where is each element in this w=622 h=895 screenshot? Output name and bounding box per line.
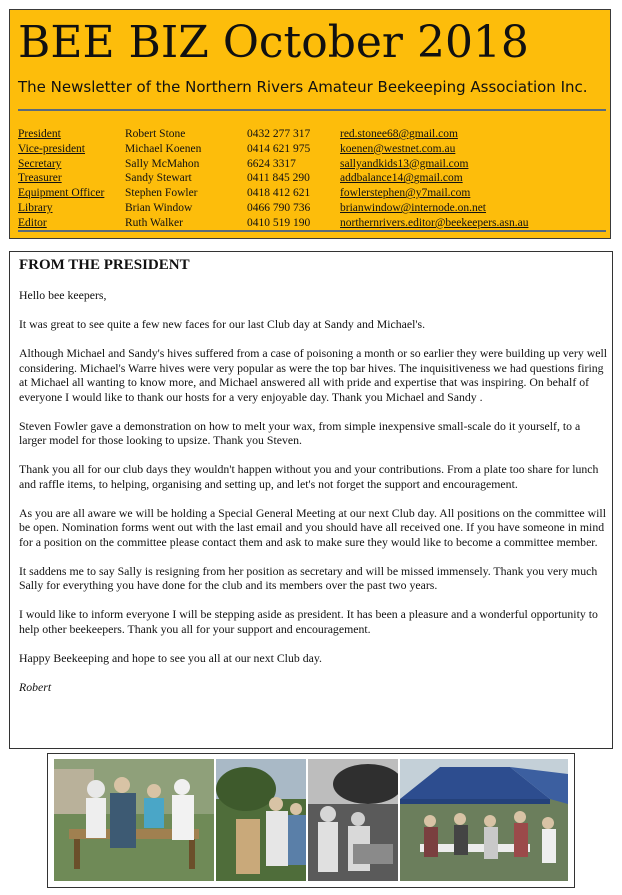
- paragraph: It saddens me to say Sally is resigning from her position as secretary and will be missed immensely. Thank you very much Sally for everything you have done for the club and its members over the past two years.: [19, 563, 598, 592]
- newsletter-header: [9, 9, 611, 239]
- paragraph: It was great to see quite a few new faces for our last Club day at Sandy and Michael's.: [19, 317, 426, 331]
- officer-name: Michael Koenen: [125, 142, 202, 155]
- paragraph: Happy Beekeeping and hope to see you all at our next Club day.: [19, 650, 322, 665]
- paragraph: Although Michael and Sandy's hives suffered from a case of poisoning a month or so earlier they were building up very well considering. Michael's Warre hives were very popular as were the top bar hives. The inquisitiveness we had questions firing at Michael all wanting to know more, and Michael answered all with pride and expertise that was inspiring. On behalf of everyone I would like to thank our hosts for a very enjoyable day. Thank you Michael and Sandy .: [19, 346, 608, 404]
- officer-phone: 0432 277 317: [247, 128, 311, 140]
- paragraph: As you are all aware we will be holding a Special General Meeting at our next Club day. All positions on the committee will be open. Nomination forms went out with the last email and you should have all received one. If you have someone in mind for a position on the committee please contact them and ask to make sure they would like to become a committee member.: [19, 505, 606, 549]
- officer-email-link[interactable]: northernrivers.editor@beekeepers.asn.au: [340, 216, 529, 229]
- officer-phone: 0414 621 975: [247, 142, 311, 155]
- officer-phone: 0418 412 621: [247, 187, 311, 200]
- club-day-photo-2: [216, 759, 306, 881]
- officer-name: Robert Stone: [125, 128, 186, 140]
- officer-list: [18, 127, 608, 231]
- officer-row: [18, 216, 608, 231]
- paragraph: Steven Fowler gave a demonstration on how to melt your wax, from simple inexpensive small-scale do it yourself, to a larger model for those looking to upsize. Thank you Steven.: [19, 418, 581, 447]
- officer-name: Sandy Stewart: [125, 172, 192, 185]
- officer-email-link[interactable]: koenen@westnet.com.au: [340, 142, 456, 155]
- officer-name: Brian Window: [125, 201, 193, 214]
- officer-email-link[interactable]: brianwindow@internode.on.net: [340, 201, 487, 214]
- officer-name: Sally McMahon: [125, 157, 200, 170]
- officer-role: Vice-president: [18, 142, 86, 155]
- officer-email-link[interactable]: sallyandkids13@gmail.com: [340, 157, 469, 170]
- header-divider-top: [18, 109, 606, 111]
- section-title: FROM THE PRESIDENT: [19, 257, 190, 273]
- header-divider-bottom: [18, 230, 606, 232]
- club-day-photo-4: [400, 759, 568, 881]
- officer-role: Equipment Officer: [18, 187, 105, 200]
- officer-role: Secretary: [18, 157, 62, 170]
- officer-role: Treasurer: [18, 172, 62, 185]
- officer-row: [18, 142, 608, 157]
- club-day-photo-1: [54, 759, 214, 881]
- officer-row: [18, 157, 608, 172]
- signature: Robert: [19, 679, 52, 694]
- newsletter-subtitle: The Newsletter of the Northern Rivers Amateur Beekeeping Association Inc.: [18, 78, 588, 96]
- officer-phone: 0410 519 190: [247, 216, 311, 229]
- officer-role: Editor: [18, 216, 47, 229]
- officer-email-link[interactable]: red.stonee68@gmail.com: [340, 128, 458, 140]
- officer-email-link[interactable]: fowlerstephen@y7mail.com: [340, 187, 471, 200]
- officer-name: Ruth Walker: [125, 216, 183, 229]
- officer-phone: 6624 3317: [247, 157, 296, 170]
- officer-row: [18, 201, 608, 216]
- officer-phone: 0411 845 290: [247, 172, 310, 185]
- paragraph: I would like to inform everyone I will be stepping aside as president. It has been a pleasure and a wonderful opportunity to help other beekeepers. Thank you all for your support and encouragement.: [19, 607, 598, 636]
- newsletter-title: BEE BIZ October 2018: [18, 17, 529, 68]
- greeting: Hello bee keepers,: [19, 288, 107, 302]
- officer-row: [18, 186, 608, 201]
- president-message-box: [9, 251, 613, 749]
- club-day-photo-3: [308, 759, 398, 881]
- message-body: [19, 288, 609, 694]
- officer-row: [18, 127, 608, 142]
- officer-name: Stephen Fowler: [125, 187, 198, 200]
- paragraph: Thank you all for our club days they wouldn't happen without you and your contributions. From a plate too share for lunch and raffle items, to helping, organising and setting up, and let's not forget the support and encouragement.: [19, 462, 599, 491]
- officer-role: President: [18, 128, 61, 140]
- officer-phone: 0466 790 736: [247, 201, 311, 214]
- officer-row: [18, 171, 608, 186]
- officer-email-link[interactable]: addbalance14@gmail.com: [340, 172, 463, 185]
- officer-role: Library: [18, 201, 53, 214]
- photo-collage: [47, 753, 575, 888]
